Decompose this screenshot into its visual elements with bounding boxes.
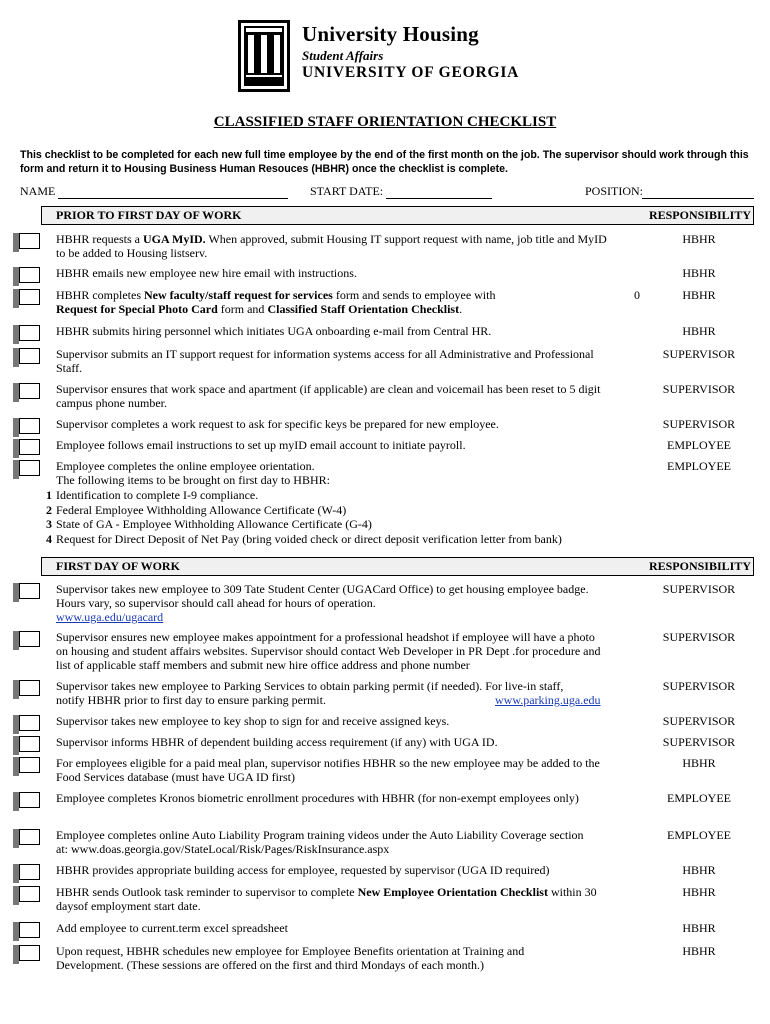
position-field[interactable] — [642, 198, 754, 199]
item-text: HBHR sends Outlook task reminder to supervisor to complete New Employee Orientation Checklist within 30 daysof employment start date. — [56, 885, 597, 913]
start-date-label: START DATE: — [310, 184, 384, 198]
checkbox[interactable] — [19, 583, 40, 599]
position-label: POSITION: — [585, 184, 644, 198]
item-text: Supervisor takes new employee to Parking Services to obtain parking permit (if needed). For live-in staff, notify HBHR prior to first day to ensure parking permit. — [56, 679, 564, 707]
checkbox[interactable] — [19, 792, 40, 808]
item-text: Add employee to current.term excel spreadsheet — [56, 921, 288, 935]
checkbox[interactable] — [19, 922, 40, 938]
item-responsibility: HBHR — [682, 921, 716, 935]
item-responsibility: HBHR — [682, 756, 716, 770]
list-item: 3 State of GA - Employee Withholding Allowance Certificate (G-4) — [46, 517, 372, 531]
checkbox[interactable] — [19, 267, 40, 283]
intro-text: This checklist to be completed for each new full time employee by the end of the first month on the job. The supervisor should work through this form and return it to Housing Business Human Resouces (HBHR) once the checklist is complete. — [20, 149, 749, 175]
checkbox[interactable] — [19, 289, 40, 305]
item-responsibility: SUPERVISOR — [662, 714, 736, 728]
item-text: HBHR submits hiring personnel which initiates UGA onboarding e-mail from Central HR. — [56, 324, 492, 338]
checkbox[interactable] — [19, 736, 40, 752]
item-text: Supervisor ensures that work space and apartment (if applicable) are clean and voicemail has been reset to 5 digit campus phone number. — [56, 382, 601, 410]
item-text: HBHR requests a UGA MyID. When approved, submit Housing IT support request with name, job title and MyID to be added to Housing listserv. — [56, 232, 607, 260]
item-responsibility: HBHR — [682, 863, 716, 877]
item-text: Employee completes the online employee orientation. The following items to be brought on first day to HBHR: — [56, 459, 330, 487]
checkbox[interactable] — [19, 418, 40, 434]
checkbox[interactable] — [19, 348, 40, 364]
checkbox[interactable] — [19, 383, 40, 399]
responsibility-header: RESPONSIBILITY — [648, 559, 751, 573]
item-responsibility: SUPERVISOR — [662, 630, 736, 644]
checkbox[interactable] — [19, 886, 40, 902]
item-text: Supervisor takes new employee to key shop to sign for and receive assigned keys. — [56, 714, 450, 728]
start-date-field[interactable] — [386, 198, 492, 199]
list-item: 1 Identification to complete I-9 compliance. — [46, 488, 259, 502]
logo-year: 1785 — [249, 78, 265, 85]
name-field[interactable] — [58, 198, 288, 199]
item-responsibility: HBHR — [682, 288, 716, 302]
org-subtitle: Student Affairs — [302, 48, 384, 63]
item-text: Supervisor completes a work request to ask for specific keys be prepared for new employee. — [56, 417, 499, 431]
university-name: UNIVERSITY OF GEORGIA — [302, 64, 520, 81]
item-text: Employee follows email instructions to set up myID email account to initiate payroll. — [56, 438, 466, 452]
item-responsibility: HBHR — [682, 232, 716, 246]
section-header-prior — [41, 206, 754, 225]
item-text: Supervisor informs HBHR of dependent building access requirement (if any) with UGA ID. — [56, 735, 498, 749]
checkbox[interactable] — [19, 439, 40, 455]
item-text: HBHR completes New faculty/staff request for services form and sends to employee with Request for Special Photo Card form and Classified Staff Orientation Checklist. — [56, 288, 496, 316]
checkbox[interactable] — [19, 757, 40, 773]
checkbox[interactable] — [19, 460, 40, 476]
item-text: For employees eligible for a paid meal plan, supervisor notifies HBHR so the new employee may be added to the Food Services database (must have UGA ID first) — [56, 756, 600, 784]
list-item: 2 Federal Employee Withholding Allowance Certificate (W-4) — [46, 502, 347, 517]
item-text: Supervisor takes new employee to 309 Tate Student Center (UGACard Office) to get housing employee badge. Hours vary, so supervisor should call ahead for hours of operation. www.uga.edu/ugacard — [56, 582, 616, 624]
section-header-first-day — [41, 557, 754, 576]
responsibility-header: RESPONSIBILITY — [648, 208, 751, 222]
checkbox[interactable] — [19, 945, 40, 961]
item-responsibility: HBHR — [682, 324, 716, 338]
checkbox[interactable] — [19, 829, 40, 845]
item-text: HBHR emails new employee new hire email with instructions. — [56, 266, 357, 280]
ugacard-link[interactable]: www.uga.edu/ugacard — [56, 610, 164, 624]
org-name: University Housing — [302, 22, 479, 46]
item-responsibility: SUPERVISOR — [662, 417, 736, 431]
item-text: Supervisor submits an IT support request for information systems access for all Administrative and Professional Staff. — [56, 347, 594, 375]
item-responsibility: SUPERVISOR — [662, 679, 736, 693]
section-title: PRIOR TO FIRST DAY OF WORK — [56, 208, 242, 222]
name-label: NAME — [20, 184, 56, 198]
item-text: Upon request, HBHR schedules new employee for Employee Benefits orientation at Training and Development. (These sessions are offered on the first and third Mondays of each month.) — [56, 944, 525, 972]
item-responsibility: EMPLOYEE — [667, 791, 731, 805]
item-responsibility: SUPERVISOR — [662, 735, 736, 749]
checkbox[interactable] — [19, 864, 40, 880]
item-responsibility: HBHR — [682, 944, 716, 958]
item-note: 0 — [634, 288, 640, 302]
bring-items-list — [40, 488, 562, 546]
checkbox[interactable] — [19, 325, 40, 341]
page-title: CLASSIFIED STAFF ORIENTATION CHECKLIST — [213, 114, 557, 130]
item-responsibility: EMPLOYEE — [667, 459, 731, 473]
checkbox[interactable] — [19, 233, 40, 249]
checkbox[interactable] — [19, 631, 40, 647]
parking-link[interactable]: www.parking.uga.edu — [495, 693, 601, 707]
checkbox[interactable] — [19, 715, 40, 731]
item-responsibility: HBHR — [682, 885, 716, 899]
item-responsibility: SUPERVISOR — [662, 382, 736, 396]
list-item: 4 Request for Direct Deposit of Net Pay (bring voided check or direct deposit verification letter from bank) — [46, 531, 562, 546]
item-text: Employee completes Kronos biometric enrollment procedures with HBHR (for non-exempt employees only) — [56, 791, 579, 805]
checkbox[interactable] — [19, 680, 40, 696]
item-responsibility: SUPERVISOR — [662, 582, 736, 596]
item-responsibility: HBHR — [682, 266, 716, 280]
item-responsibility: EMPLOYEE — [667, 438, 731, 452]
item-responsibility: EMPLOYEE — [667, 828, 731, 842]
item-text: Employee completes online Auto Liability Program training videos under the Auto Liability Coverage section at: www.doas.georgia.gov/StateLocal/Risk/Pages/RiskInsurance.aspx — [56, 828, 584, 856]
section-title: FIRST DAY OF WORK — [56, 559, 180, 573]
item-responsibility: SUPERVISOR — [662, 347, 736, 361]
item-text: HBHR provides appropriate building access for employee, requested by supervisor (UGA ID required) — [56, 863, 550, 877]
item-text: Supervisor ensures new employee makes appointment for a professional headshot if employee will have a photo on housing and student affairs websites. Supervisor should contact Web Developer in PR Dept .for procedure and list of applicable staff members and submit new hire office address and phone number — [56, 630, 601, 672]
